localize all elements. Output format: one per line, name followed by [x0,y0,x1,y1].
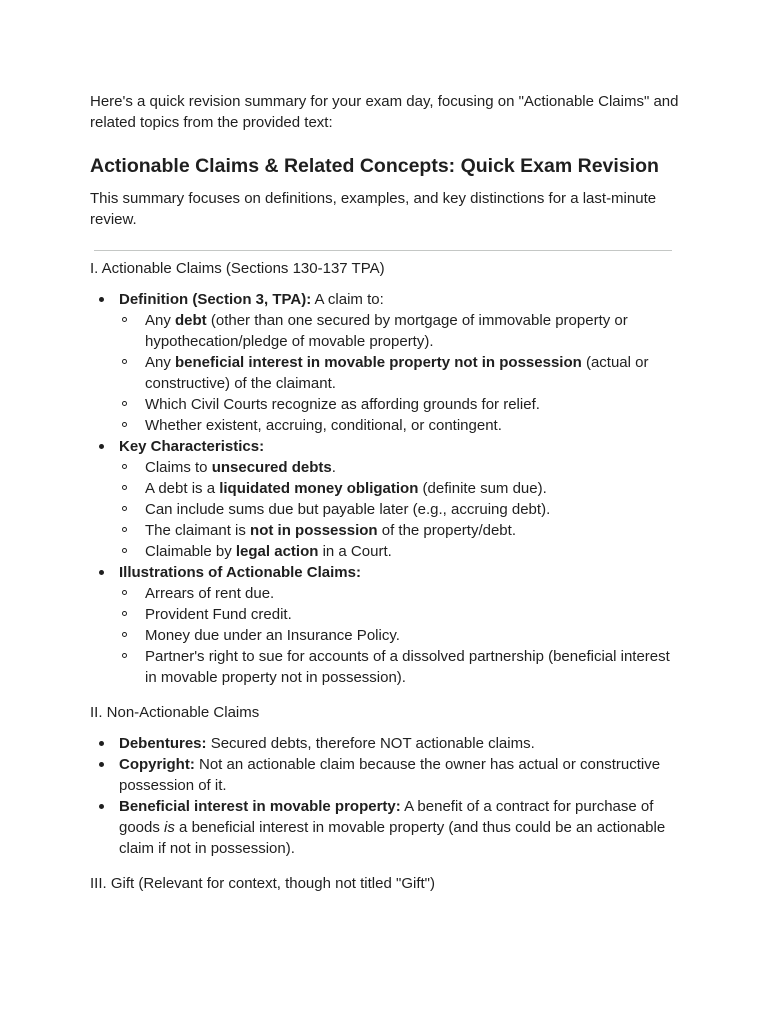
item-text: The claimant is [145,522,251,539]
characteristics-sublist [119,457,680,562]
circle-bullet-icon [122,485,127,490]
item-text: Partner's right to sue for accounts of a dissolved partnership (beneficial interest in movable property not in possession). [145,648,670,686]
item-text: Claimable by [145,543,236,560]
list-item [119,415,680,436]
list-item [119,583,680,604]
circle-bullet-icon [122,590,127,595]
bullet-icon [99,570,104,575]
list-item-illustrations [90,562,680,688]
bullet-icon [99,762,104,767]
item-text: Secured debts, therefore NOT actionable claims. [206,735,535,752]
item-text: A claim to: [311,291,384,308]
list-item [119,394,680,415]
item-text: in a Court. [318,543,392,560]
section-heading-gift: III. Gift (Relevant for context, though not titled "Gift") [90,875,435,892]
item-text: Money due under an Insurance Policy. [145,627,400,644]
circle-bullet-icon [122,422,127,427]
bullet-icon [99,741,104,746]
circle-bullet-icon [122,359,127,364]
item-bold-text: unsecured debts [211,459,332,476]
item-text: Whether existent, accruing, conditional, or contingent. [145,417,502,434]
item-label: Definition (Section 3, TPA): [119,291,312,308]
item-text: (other than one secured by mortgage of immovable property or hypothecation/pledge of movable property). [145,312,628,350]
list-item-key-characteristics [90,436,680,562]
item-text: (definite sum due). [418,480,547,497]
list-item [90,733,680,754]
actionable-claims-list [90,289,680,688]
item-bold-text: liquidated money obligation [219,480,419,497]
circle-bullet-icon [122,317,127,322]
item-label: Copyright: [119,756,195,773]
circle-bullet-icon [122,464,127,469]
divider [94,250,672,251]
circle-bullet-icon [122,527,127,532]
list-item [119,478,680,499]
list-item [119,352,680,394]
circle-bullet-icon [122,548,127,553]
item-text: A benefit of a contract for purchase of goods [119,798,654,836]
intro-text: Here's a quick revision summary for your exam day, focusing on "Actionable Claims" and related topics from the provided text: [90,93,679,131]
bullet-icon [99,444,104,449]
list-item [119,604,680,625]
circle-bullet-icon [122,632,127,637]
item-text: of the property/debt. [377,522,516,539]
item-label: Beneficial interest in movable property: [119,798,401,815]
circle-bullet-icon [122,653,127,658]
item-text: Arrears of rent due. [145,585,275,602]
item-text: Any [145,312,176,329]
list-item [119,541,680,562]
item-label: Illustrations of Actionable Claims: [119,564,361,581]
item-text: Claims to [145,459,212,476]
section-heading-actionable-claims: I. Actionable Claims (Sections 130-137 TPA) [90,260,385,277]
list-item [119,499,680,520]
list-item [90,796,680,859]
illustrations-sublist [119,583,680,688]
item-label: Debentures: [119,735,207,752]
item-text: Not an actionable claim because the owner has actual or constructive possession of it. [119,756,661,794]
item-italic-text: is [164,819,175,836]
item-text: Can include sums due but payable later (e.g., accruing debt). [145,501,551,518]
circle-bullet-icon [122,506,127,511]
bullet-icon [99,804,104,809]
item-bold-text: not in possession [250,522,378,539]
item-text: (actual or constructive) of the claimant. [145,354,649,392]
item-text: Which Civil Courts recognize as affording grounds for relief. [145,396,540,413]
summary-text: This summary focuses on definitions, examples, and key distinctions for a last-minute review. [90,190,657,228]
list-item [90,754,680,796]
item-bold-text: legal action [235,543,319,560]
item-text: . [331,459,336,476]
list-item-definition [90,289,680,436]
list-item [119,520,680,541]
list-item [119,646,680,688]
circle-bullet-icon [122,611,127,616]
list-item [119,457,680,478]
item-text: A debt is a [145,480,220,497]
item-text: Any [145,354,176,371]
item-text: Provident Fund credit. [145,606,292,623]
non-actionable-claims-list [90,733,680,859]
item-text: a beneficial interest in movable property (and thus could be an actionable claim if not in possession). [119,819,666,857]
item-bold-text: beneficial interest in movable property not in possession [175,354,582,371]
list-item [119,625,680,646]
circle-bullet-icon [122,401,127,406]
item-bold-text: debt [175,312,207,329]
document-page [90,91,680,904]
page-title: Actionable Claims & Related Concepts: Quick Exam Revision [90,155,659,177]
section-heading-non-actionable-claims: II. Non-Actionable Claims [90,704,260,721]
list-item [119,310,680,352]
bullet-icon [99,297,104,302]
item-label: Key Characteristics: [119,438,265,455]
definition-sublist [119,310,680,436]
